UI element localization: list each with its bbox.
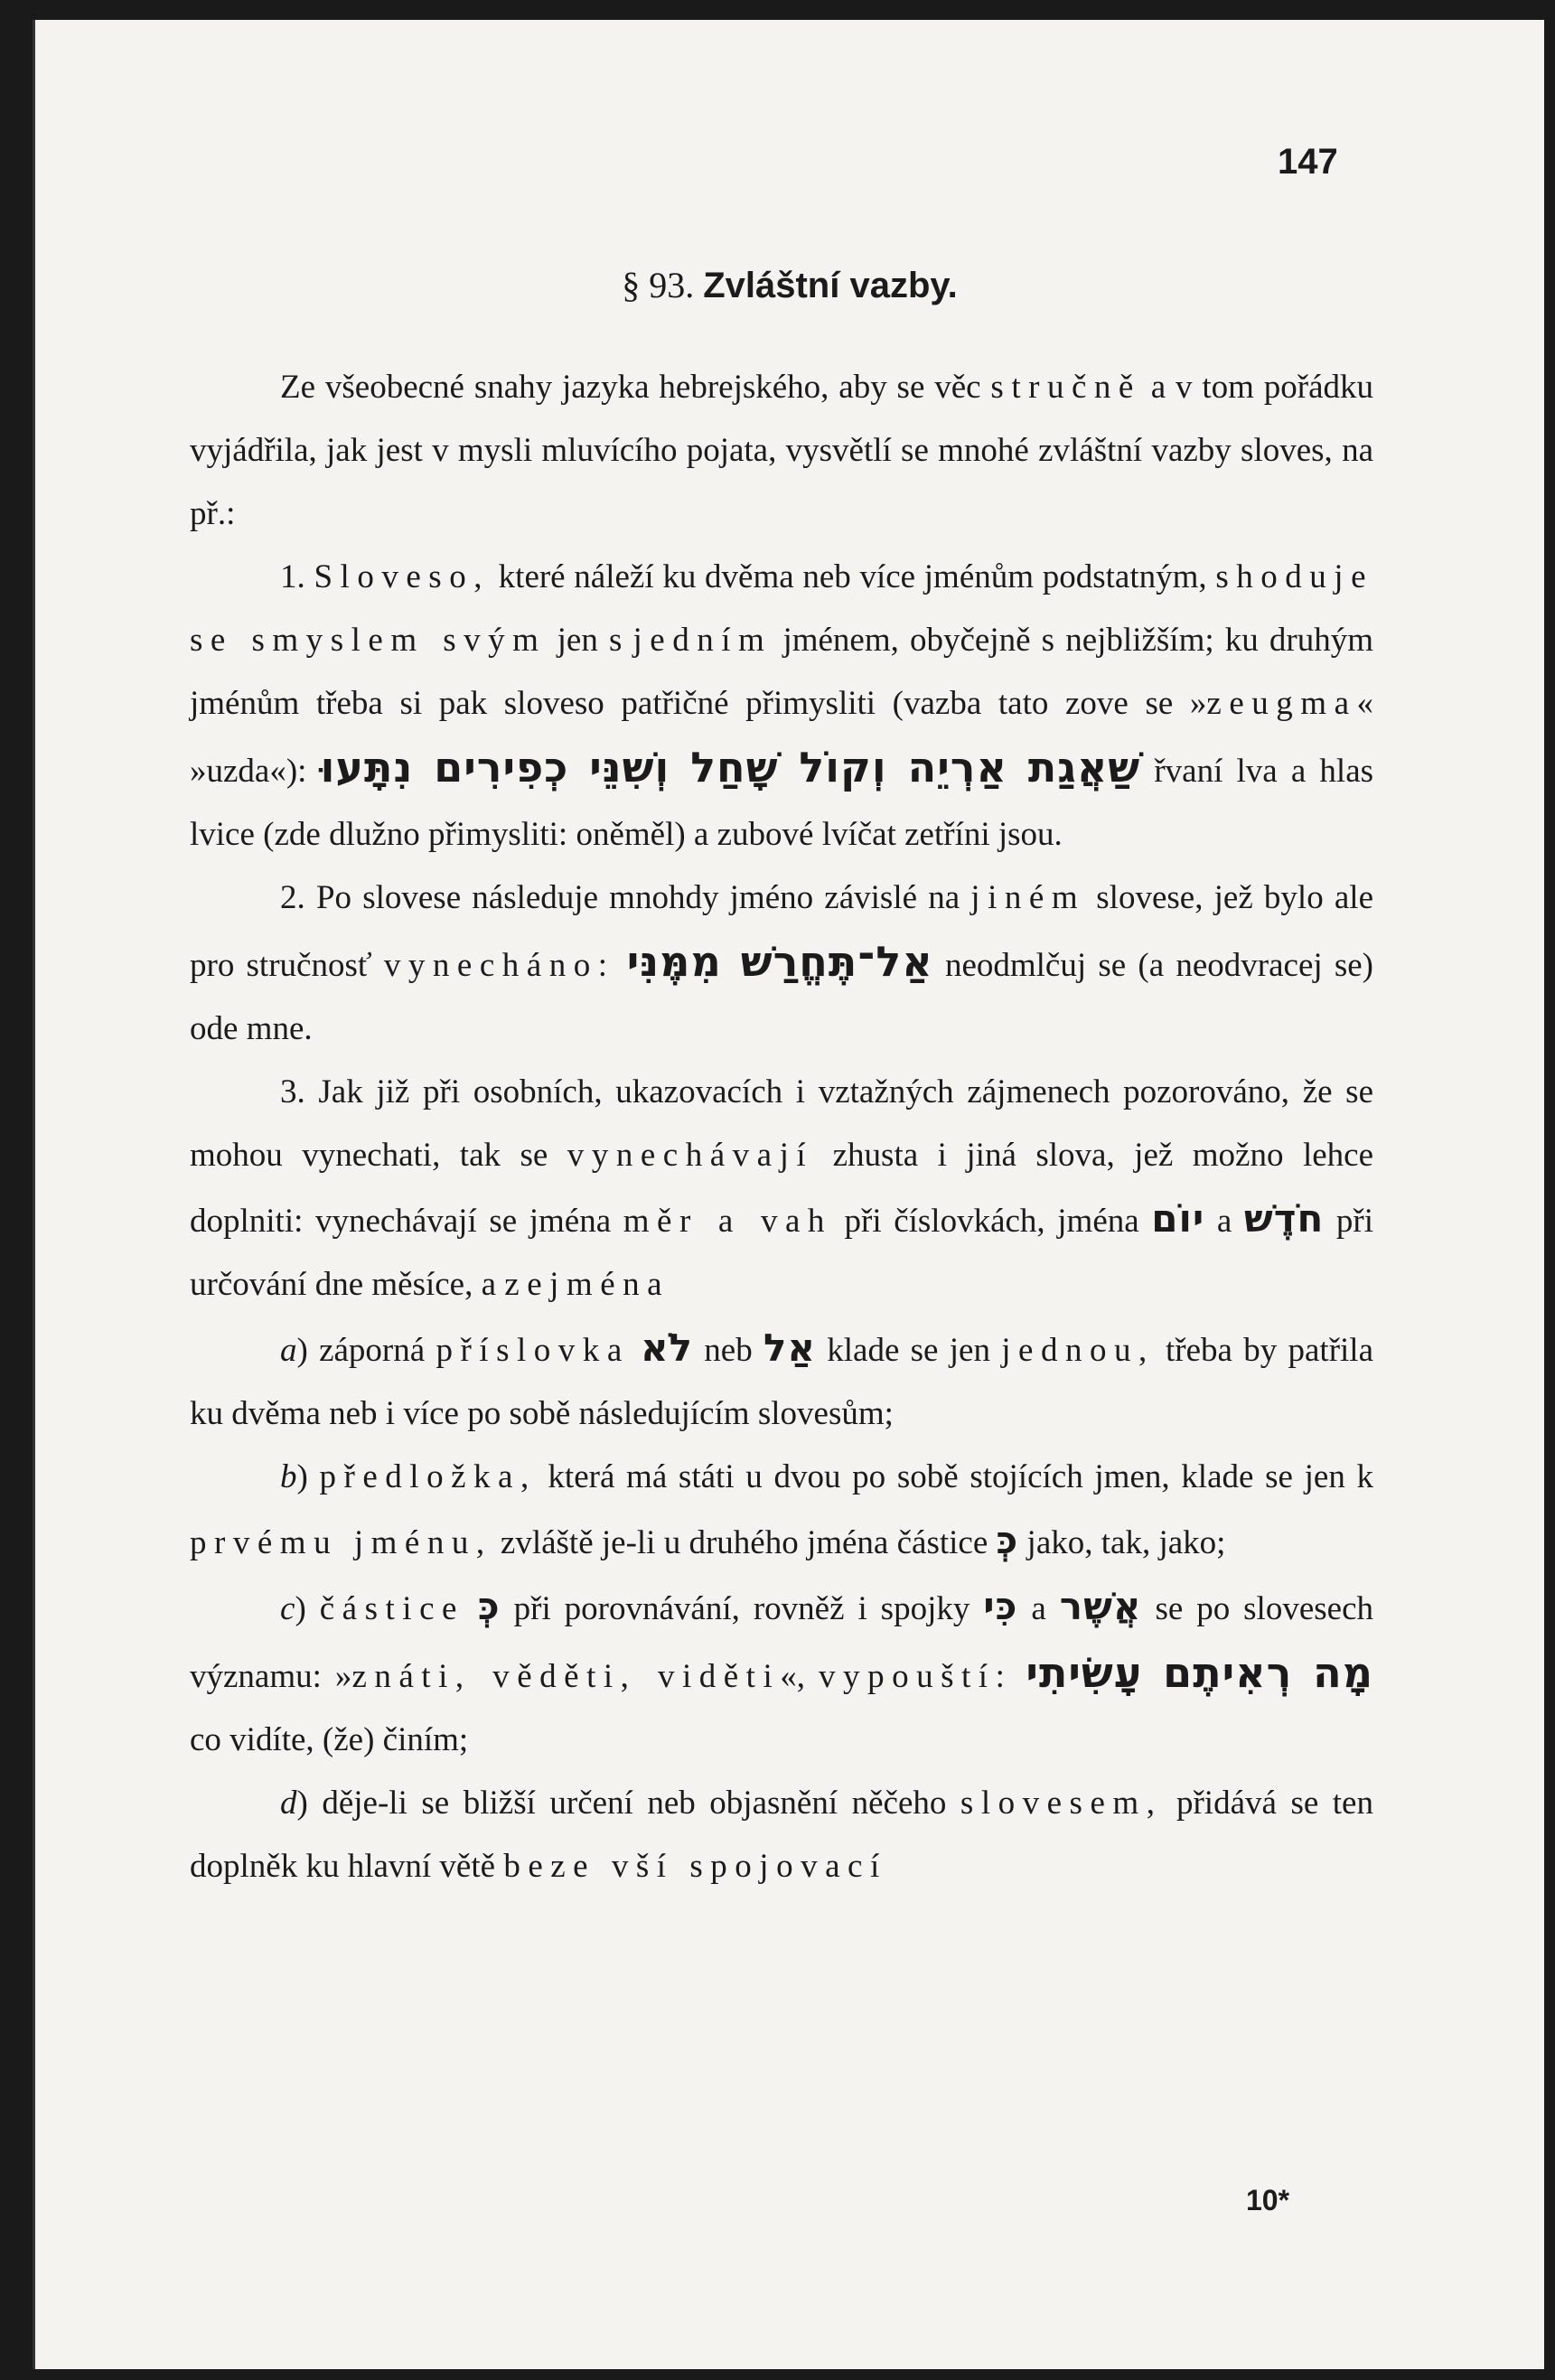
hebrew-word: אֲשֶׁר	[1059, 1584, 1142, 1628]
paragraph-3a: a) záporná příslovka לֹא neb אַל klade se jen jednou, třeba by patřila ku dvěma neb i více po sobě následujícím slovesům;	[190, 1326, 1374, 1432]
hebrew-example: שַׁאֲגַת אַרְיֵה וְקוֹל שָׁחַל וְשִׁנֵּי כְפִירִים נִתָּעוּ	[320, 743, 1141, 792]
section-heading	[35, 264, 1544, 306]
hebrew-example: אַל־תֶּחֱרַשׁ מִמֶּנִּי	[626, 937, 933, 986]
hebrew-example: מָה רְאִיתֶם עָשִׂיתִי	[1026, 1648, 1374, 1697]
signature-mark: 10*	[1246, 2184, 1290, 2216]
hebrew-word: יוֹם	[1151, 1196, 1205, 1241]
hebrew-word: חֹדֶשׁ	[1243, 1196, 1325, 1241]
intro-paragraph: Ze všeobecné snahy jazyka hebrejského, aby se věc stručně a v tom pořádku vyjádřila, jak jest v mysli mluvícího pojata, vysvětlí se mnohé zvláštní vazby sloves, na př.:	[190, 369, 1373, 532]
hebrew-word: לֹא	[641, 1326, 694, 1370]
hebrew-word: כְּ	[477, 1584, 501, 1628]
paragraph-3: 3. Jak již při osobních, ukazovacích i vztažných zájmenech pozorováno, že se mohou vynechati, tak se vynechávají zhusta i jiná slova, jež možno lehce doplniti: vynechávají se jména měr a vah při číslovkách, jména יוֹם a חֹדֶשׁ při určování dne měsíce, a zejména	[190, 1073, 1374, 1303]
paragraph-3b: b) předložka, která má státi u dvou po sobě stojících jmen, klade se jen k prvému jménu, zvláště je-li u druhého jména částice כְּ jako, tak, jako;	[190, 1458, 1374, 1562]
paragraph-3d: d) děje-li se bližší určení neb objasnění něčeho slovesem, přidává se ten doplněk ku hlavní větě beze vší spojovací	[190, 1785, 1373, 1885]
hebrew-word: כִּי	[983, 1584, 1018, 1628]
hebrew-word: אַל	[763, 1326, 816, 1370]
paragraph-3c: c) částice כְּ při porovnávání, rovněž i spojky כִּי a אֲשֶׁר se po slovesech významu: »znáti, věděti, viděti«, vypouští: מָה רְאִיתֶם עָשִׂיתִי co vidíte, (že) činím;	[190, 1584, 1374, 1758]
hebrew-word: כְּ	[996, 1518, 1019, 1562]
book-page	[33, 20, 1544, 2369]
section-number: § 93.	[622, 265, 695, 305]
body-text	[190, 356, 1373, 1898]
paragraph-2: 2. Po slovese následuje mnohdy jméno závislé na jiném slovese, jež bylo ale pro stručnosť vynecháno: אַל־תֶּחֱרַשׁ מִמֶּנִּי neodmlčuj se (a neodvracej se) ode mne.	[190, 879, 1374, 1047]
paragraph-1: 1. Sloveso, které náleží ku dvěma neb více jménům podstatným, shoduje se smyslem svým jen s jedním jménem, obyčejně s nejbližším; ku druhým jménům třeba si pak sloveso patřičné přimysliti (vazba tato zove se »zeugma« »uzda«): שַׁאֲגַת אַרְיֵה וְקוֹל שָׁחַל וְשִׁנֵּי כְפִירִים נִתָּעוּ řvaní lva a hlas lvice (zde dlužno přimysliti: oněměl) a zubové lvíčat zetříni jsou.	[190, 558, 1374, 853]
page-number: 147	[1278, 142, 1338, 182]
section-title: Zvláštní vazby.	[703, 266, 958, 305]
